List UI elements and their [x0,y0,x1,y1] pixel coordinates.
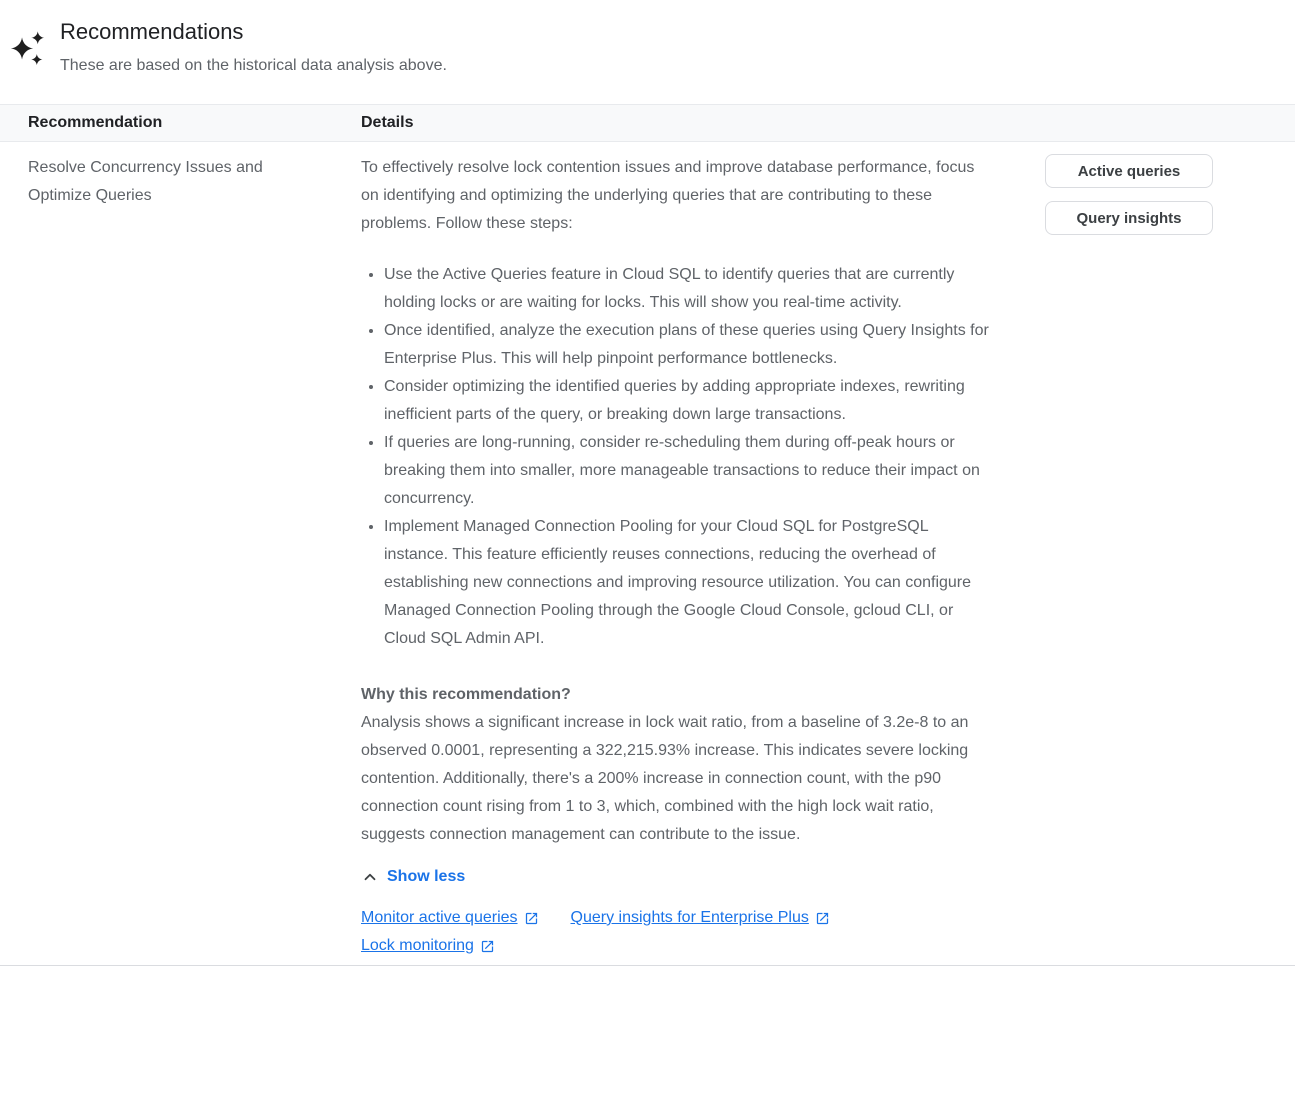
external-link-icon [524,911,539,926]
step-item: • Implement Managed Connection Pooling for your Cloud SQL for PostgreSQL instance. This feature efficiently reuses connections, reducing the overhead of establishing new connections and improving resource utilization. You can configure Managed Connection Pooling through the Google Cloud Console, gcloud CLI, or Cloud SQL Admin API. [384,513,991,653]
recommendation-steps-list [361,261,991,653]
row-action-buttons [991,154,1295,956]
step-item: • If queries are long-running, consider re-scheduling them during off-peak hours or breaking them into smaller, more manageable transactions to reduce their impact on concurrency. [384,429,991,513]
chevron-up-icon [361,868,379,886]
recommendation-title: Resolve Concurrency Issues and Optimize Queries [28,159,263,204]
active-queries-button[interactable]: Active queries [1045,154,1213,188]
link-monitor-active-queries[interactable]: Monitor active queries [361,908,539,928]
step-item: • Use the Active Queries feature in Cloud SQL to identify queries that are currently holding locks or are waiting for locks. This will show you real-time activity. [384,261,991,317]
external-link-icon [815,911,830,926]
table-header-row [0,104,1295,142]
gemini-sparkle-icon [10,29,47,66]
details-intro: To effectively resolve lock contention issues and improve database performance, focus on identifying and optimizing the underlying queries that are contributing to these problems. Follow these steps: [361,159,975,232]
recommendation-details [361,154,991,956]
external-link-icon [480,939,495,954]
query-insights-button[interactable]: Query insights [1045,201,1213,235]
column-header-details: Details [361,114,414,131]
link-query-insights-enterprise-plus[interactable]: Query insights for Enterprise Plus [571,908,830,928]
show-less-button[interactable] [361,866,465,888]
link-lock-monitoring[interactable]: Lock monitoring [361,936,495,956]
recommendations-header [0,0,1295,77]
page-title: Recommendations [60,19,244,44]
step-item: • Consider optimizing the identified queries by adding appropriate indexes, rewriting inefficient parts of the query, or breaking down large transactions. [384,373,991,429]
header-text-block [60,16,447,77]
why-recommendation-text: Analysis shows a significant increase in lock wait ratio, from a baseline of 3.2e-8 to an observed 0.0001, representing a 322,215.93% increase. This indicates severe locking contention. Additionally, there's a 200% increase in connection count, with the p90 connection count rising from 1 to 3, which, combined with the high lock wait ratio, suggests connection management can contribute to the issue. [361,714,969,843]
table-row [0,142,1295,966]
page-subtitle: These are based on the historical data analysis above. [60,57,447,74]
show-less-label: Show less [387,868,466,885]
step-item: • Once identified, analyze the execution plans of these queries using Query Insights for Enterprise Plus. This will help pinpoint performance bottlenecks. [384,317,991,373]
why-recommendation-heading: Why this recommendation? [361,686,571,703]
column-header-recommendation: Recommendation [28,114,163,131]
documentation-links [361,908,991,956]
